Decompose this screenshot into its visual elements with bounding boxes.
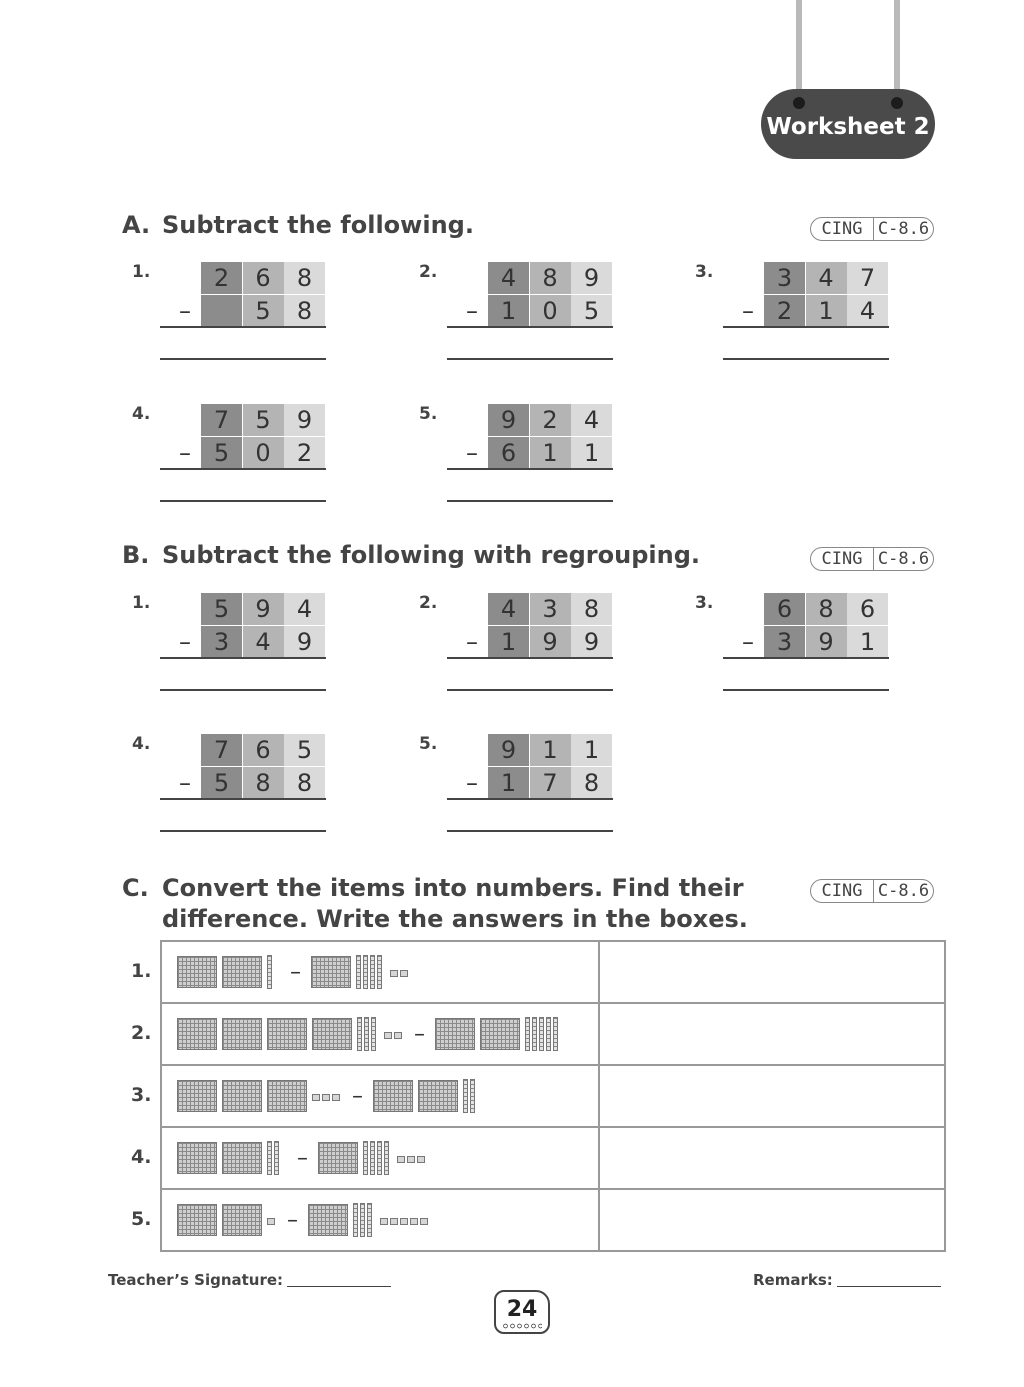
section-a-title bbox=[122, 211, 474, 239]
items-cell bbox=[161, 1127, 599, 1189]
ones-cube-icon bbox=[312, 1094, 320, 1101]
ones-cube-icon bbox=[390, 1218, 398, 1225]
answer-line[interactable] bbox=[447, 358, 613, 360]
top-digit-hundreds: 9 bbox=[488, 734, 529, 766]
bottom-digit-ones: 1 bbox=[571, 437, 612, 469]
minus-sign: – bbox=[466, 628, 478, 656]
problem-5 bbox=[419, 404, 639, 514]
ones-cube-icon bbox=[400, 1218, 408, 1225]
answer-line[interactable] bbox=[447, 830, 613, 832]
top-digit-ones: 8 bbox=[284, 262, 325, 294]
tens-rod-icon bbox=[356, 955, 361, 989]
ones-cube-icon bbox=[407, 1156, 415, 1163]
table-row bbox=[161, 1003, 945, 1065]
ones-cube-icon bbox=[322, 1094, 330, 1101]
minus-sign: – bbox=[466, 439, 478, 467]
hanging-dot-left bbox=[793, 97, 805, 109]
minus-sign: – bbox=[290, 959, 301, 985]
section-c-title bbox=[122, 873, 748, 935]
top-digit-tens: 2 bbox=[530, 404, 571, 436]
top-digit-hundreds: 7 bbox=[201, 734, 242, 766]
tens-rod-icon bbox=[384, 1141, 389, 1175]
tens-rod-icon bbox=[267, 1141, 272, 1175]
top-digit-tens: 4 bbox=[806, 262, 847, 294]
top-digit-tens: 6 bbox=[243, 262, 284, 294]
sum-line bbox=[723, 326, 889, 328]
problem-number: 5. bbox=[419, 404, 438, 424]
problem-number: 4. bbox=[132, 734, 151, 754]
top-digit-tens: 8 bbox=[806, 593, 847, 625]
top-digit-ones: 4 bbox=[571, 404, 612, 436]
bottom-digit-hundreds: 1 bbox=[488, 767, 529, 799]
top-digit-hundreds: 7 bbox=[201, 404, 242, 436]
items-cell bbox=[161, 941, 599, 1003]
ones-cube-icon bbox=[397, 1156, 405, 1163]
hundreds-flat-icon bbox=[267, 1018, 307, 1050]
hundreds-flat-icon bbox=[480, 1018, 520, 1050]
worksheet-badge bbox=[761, 89, 935, 159]
sum-line bbox=[160, 657, 326, 659]
worksheet-label: Worksheet 2 bbox=[766, 114, 930, 140]
bottom-digit-tens: 9 bbox=[806, 626, 847, 658]
problem-2 bbox=[419, 593, 639, 703]
hundreds-flat-icon bbox=[308, 1204, 348, 1236]
hundreds-flat-icon bbox=[177, 1142, 217, 1174]
top-digit-ones: 9 bbox=[284, 404, 325, 436]
answer-line[interactable] bbox=[447, 689, 613, 691]
minus-sign: – bbox=[179, 439, 191, 467]
bottom-digit-hundreds: 1 bbox=[488, 295, 529, 327]
hundreds-flat-icon bbox=[177, 1080, 217, 1112]
teacher-signature-label: Teacher’s Signature: bbox=[108, 1271, 284, 1289]
tens-rod-icon bbox=[546, 1017, 551, 1051]
problem-number: 2. bbox=[419, 262, 438, 282]
sum-line bbox=[447, 798, 613, 800]
problem-3 bbox=[695, 593, 915, 703]
tens-rod-icon bbox=[370, 1141, 375, 1175]
bottom-digit-ones: 9 bbox=[284, 626, 325, 658]
hundreds-flat-icon bbox=[222, 1142, 262, 1174]
bottom-digit-hundreds bbox=[201, 295, 242, 327]
tens-rod-icon bbox=[553, 1017, 558, 1051]
section-a-text: Subtract the following. bbox=[162, 211, 474, 239]
answer-box[interactable] bbox=[599, 1003, 945, 1065]
bottom-digit-ones: 5 bbox=[571, 295, 612, 327]
bottom-digit-tens: 0 bbox=[243, 437, 284, 469]
table-row bbox=[161, 1189, 945, 1251]
bottom-digit-tens: 5 bbox=[243, 295, 284, 327]
ones-cube-icon bbox=[417, 1156, 425, 1163]
sum-line bbox=[447, 468, 613, 470]
answer-line[interactable] bbox=[160, 830, 326, 832]
table-row bbox=[161, 1065, 945, 1127]
tens-rod-icon bbox=[360, 1203, 365, 1237]
section-b-title bbox=[122, 541, 700, 569]
section-b-text: Subtract the following with regrouping. bbox=[162, 541, 700, 569]
hanging-string-right bbox=[894, 0, 900, 100]
row-number: 4. bbox=[131, 1146, 152, 1168]
tens-rod-icon bbox=[363, 955, 368, 989]
items-cell bbox=[161, 1003, 599, 1065]
sum-line bbox=[160, 326, 326, 328]
hundreds-flat-icon bbox=[435, 1018, 475, 1050]
hundreds-flat-icon bbox=[267, 1080, 307, 1112]
bottom-digit-ones: 8 bbox=[571, 767, 612, 799]
bottom-digit-ones: 1 bbox=[847, 626, 888, 658]
answer-box[interactable] bbox=[599, 1127, 945, 1189]
ones-cube-icon bbox=[420, 1218, 428, 1225]
hundreds-flat-icon bbox=[418, 1080, 458, 1112]
sum-line bbox=[447, 657, 613, 659]
bottom-digit-tens: 0 bbox=[530, 295, 571, 327]
row-number: 2. bbox=[131, 1022, 152, 1044]
bottom-digit-tens: 9 bbox=[530, 626, 571, 658]
answer-line[interactable] bbox=[723, 689, 889, 691]
top-digit-ones: 5 bbox=[284, 734, 325, 766]
base-ten-blocks bbox=[162, 1066, 598, 1126]
code-cing: CING bbox=[811, 880, 874, 902]
bottom-digit-tens: 1 bbox=[530, 437, 571, 469]
bottom-digit-tens: 7 bbox=[530, 767, 571, 799]
top-digit-ones: 4 bbox=[284, 593, 325, 625]
answer-line[interactable] bbox=[723, 358, 889, 360]
problem-number: 5. bbox=[419, 734, 438, 754]
problem-number: 4. bbox=[132, 404, 151, 424]
problem-3 bbox=[695, 262, 915, 372]
hundreds-flat-icon bbox=[177, 1018, 217, 1050]
top-digit-hundreds: 5 bbox=[201, 593, 242, 625]
page-number-dots bbox=[502, 1323, 542, 1329]
section-b-code bbox=[810, 547, 934, 571]
bottom-digit-hundreds: 1 bbox=[488, 626, 529, 658]
problem-number: 1. bbox=[132, 593, 151, 613]
row-number: 3. bbox=[131, 1084, 152, 1106]
remarks-line[interactable] bbox=[837, 1286, 941, 1287]
top-digit-tens: 9 bbox=[243, 593, 284, 625]
bottom-digit-ones: 2 bbox=[284, 437, 325, 469]
tens-rod-icon bbox=[267, 955, 272, 989]
section-c-text bbox=[162, 873, 748, 935]
minus-sign: – bbox=[466, 297, 478, 325]
hundreds-flat-icon bbox=[373, 1080, 413, 1112]
problem-2 bbox=[419, 262, 639, 372]
hundreds-flat-icon bbox=[312, 1018, 352, 1050]
tens-rod-icon bbox=[532, 1017, 537, 1051]
hundreds-flat-icon bbox=[177, 1204, 217, 1236]
problem-number: 3. bbox=[695, 262, 714, 282]
ones-cube-icon bbox=[384, 1032, 392, 1039]
page-number-badge bbox=[494, 1290, 550, 1334]
minus-sign: – bbox=[414, 1021, 425, 1047]
top-digit-hundreds: 4 bbox=[488, 593, 529, 625]
minus-sign: – bbox=[742, 628, 754, 656]
hanging-dot-right bbox=[891, 97, 903, 109]
bottom-digit-hundreds: 5 bbox=[201, 767, 242, 799]
section-b-letter: B. bbox=[122, 541, 150, 569]
tens-rod-icon bbox=[377, 955, 382, 989]
ones-cube-icon bbox=[394, 1032, 402, 1039]
ones-cube-icon bbox=[380, 1218, 388, 1225]
tens-rod-icon bbox=[363, 1141, 368, 1175]
code-number: C-8.6 bbox=[877, 881, 930, 901]
code-cing: CING bbox=[811, 548, 874, 570]
ones-cube-icon bbox=[410, 1218, 418, 1225]
section-c-line2: difference. Write the answers in the boxes. bbox=[162, 905, 748, 933]
base-ten-blocks bbox=[162, 1128, 598, 1188]
items-cell bbox=[161, 1065, 599, 1127]
items-cell bbox=[161, 1189, 599, 1251]
code-number: C-8.6 bbox=[877, 549, 930, 569]
ones-cube-icon bbox=[400, 970, 408, 977]
bottom-digit-ones: 8 bbox=[284, 295, 325, 327]
answer-line[interactable] bbox=[160, 500, 326, 502]
top-digit-hundreds: 2 bbox=[201, 262, 242, 294]
section-a-letter: A. bbox=[122, 211, 151, 239]
top-digit-hundreds: 6 bbox=[764, 593, 805, 625]
problem-number: 2. bbox=[419, 593, 438, 613]
bottom-digit-hundreds: 2 bbox=[764, 295, 805, 327]
problem-5 bbox=[419, 734, 639, 844]
minus-sign: – bbox=[297, 1145, 308, 1171]
hundreds-flat-icon bbox=[222, 1080, 262, 1112]
hundreds-flat-icon bbox=[222, 1018, 262, 1050]
section-c-letter: C. bbox=[122, 874, 149, 902]
top-digit-ones: 8 bbox=[571, 593, 612, 625]
hundreds-flat-icon bbox=[177, 956, 217, 988]
hundreds-flat-icon bbox=[311, 956, 351, 988]
tens-rod-icon bbox=[274, 1141, 279, 1175]
top-digit-hundreds: 3 bbox=[764, 262, 805, 294]
top-digit-hundreds: 9 bbox=[488, 404, 529, 436]
tens-rod-icon bbox=[539, 1017, 544, 1051]
tens-rod-icon bbox=[525, 1017, 530, 1051]
tens-rod-icon bbox=[357, 1017, 362, 1051]
tens-rod-icon bbox=[377, 1141, 382, 1175]
problem-4 bbox=[132, 404, 352, 514]
minus-sign: – bbox=[742, 297, 754, 325]
top-digit-tens: 3 bbox=[530, 593, 571, 625]
table-row bbox=[161, 941, 945, 1003]
bottom-digit-tens: 1 bbox=[806, 295, 847, 327]
answer-box[interactable] bbox=[599, 941, 945, 1003]
problem-number: 1. bbox=[132, 262, 151, 282]
sum-line bbox=[723, 657, 889, 659]
base-ten-blocks bbox=[162, 1190, 598, 1250]
tens-rod-icon bbox=[364, 1017, 369, 1051]
minus-sign: – bbox=[466, 769, 478, 797]
hundreds-flat-icon bbox=[318, 1142, 358, 1174]
minus-sign: – bbox=[179, 769, 191, 797]
base-ten-blocks bbox=[162, 942, 598, 1002]
tens-rod-icon bbox=[370, 955, 375, 989]
section-c-line1: Convert the items into numbers. Find their bbox=[162, 874, 744, 902]
bottom-digit-ones: 8 bbox=[284, 767, 325, 799]
answer-box[interactable] bbox=[599, 1189, 945, 1251]
minus-sign: – bbox=[352, 1083, 363, 1109]
tens-rod-icon bbox=[470, 1079, 475, 1113]
ones-cube-icon bbox=[390, 970, 398, 977]
teacher-signature-line[interactable] bbox=[287, 1286, 391, 1287]
answer-line[interactable] bbox=[160, 689, 326, 691]
tens-rod-icon bbox=[367, 1203, 372, 1237]
minus-sign: – bbox=[287, 1207, 298, 1233]
answer-line[interactable] bbox=[447, 500, 613, 502]
row-number: 5. bbox=[131, 1208, 152, 1230]
page-number: 24 bbox=[506, 1297, 538, 1322]
code-cing: CING bbox=[811, 218, 874, 240]
problem-4 bbox=[132, 734, 352, 844]
top-digit-ones: 6 bbox=[847, 593, 888, 625]
minus-sign: – bbox=[179, 628, 191, 656]
code-number: C-8.6 bbox=[877, 219, 930, 239]
row-number: 1. bbox=[131, 960, 152, 982]
ones-cube-icon bbox=[332, 1094, 340, 1101]
hundreds-flat-icon bbox=[222, 956, 262, 988]
table-row bbox=[161, 1127, 945, 1189]
answer-box[interactable] bbox=[599, 1065, 945, 1127]
bottom-digit-tens: 8 bbox=[243, 767, 284, 799]
top-digit-tens: 8 bbox=[530, 262, 571, 294]
remarks-label: Remarks: bbox=[753, 1271, 833, 1289]
remarks bbox=[753, 1271, 941, 1289]
top-digit-tens: 1 bbox=[530, 734, 571, 766]
teacher-signature bbox=[108, 1271, 391, 1289]
top-digit-ones: 7 bbox=[847, 262, 888, 294]
tens-rod-icon bbox=[463, 1079, 468, 1113]
tens-rod-icon bbox=[371, 1017, 376, 1051]
base-ten-blocks bbox=[162, 1004, 598, 1064]
answer-line[interactable] bbox=[160, 358, 326, 360]
bottom-digit-hundreds: 3 bbox=[201, 626, 242, 658]
sum-line bbox=[447, 326, 613, 328]
sum-line bbox=[160, 468, 326, 470]
top-digit-ones: 9 bbox=[571, 262, 612, 294]
top-digit-hundreds: 4 bbox=[488, 262, 529, 294]
section-a-code bbox=[810, 217, 934, 241]
bottom-digit-ones: 4 bbox=[847, 295, 888, 327]
bottom-digit-hundreds: 5 bbox=[201, 437, 242, 469]
problem-number: 3. bbox=[695, 593, 714, 613]
sum-line bbox=[160, 798, 326, 800]
problem-1 bbox=[132, 593, 352, 703]
bottom-digit-hundreds: 3 bbox=[764, 626, 805, 658]
bottom-digit-hundreds: 6 bbox=[488, 437, 529, 469]
tens-rod-icon bbox=[353, 1203, 358, 1237]
section-c-code bbox=[810, 879, 934, 903]
ones-cube-icon bbox=[267, 1218, 275, 1225]
top-digit-tens: 5 bbox=[243, 404, 284, 436]
bottom-digit-tens: 4 bbox=[243, 626, 284, 658]
minus-sign: – bbox=[179, 297, 191, 325]
hanging-string-left bbox=[796, 0, 802, 100]
bottom-digit-ones: 9 bbox=[571, 626, 612, 658]
top-digit-ones: 1 bbox=[571, 734, 612, 766]
problem-1 bbox=[132, 262, 352, 372]
top-digit-tens: 6 bbox=[243, 734, 284, 766]
conversion-table bbox=[160, 940, 946, 1252]
hundreds-flat-icon bbox=[222, 1204, 262, 1236]
